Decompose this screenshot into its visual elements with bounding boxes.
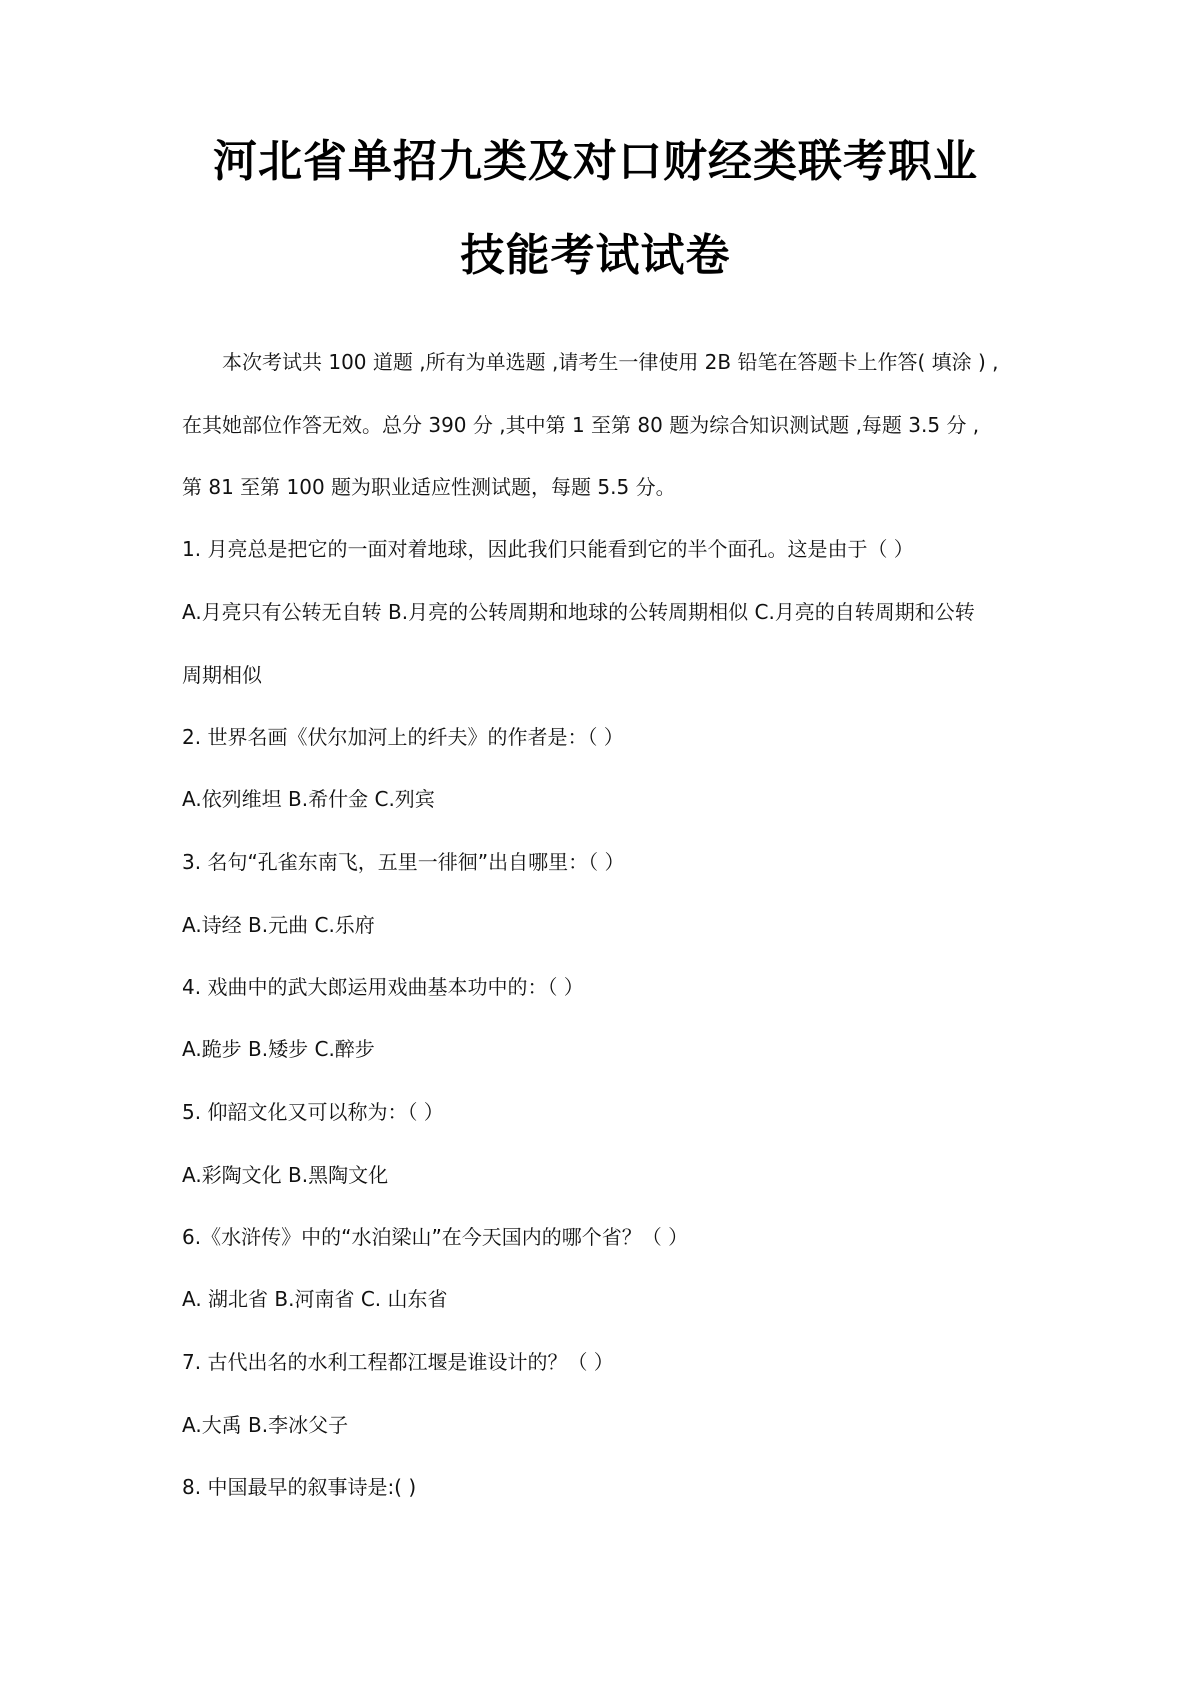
question-8-stem: 8. 中国最早的叙事诗是:( ) [182, 1475, 417, 1499]
question-1-options: A.月亮只有公转无自转 B.月亮的公转周期和地球的公转周期相似 C.月亮的自转周期和公转 [182, 600, 975, 624]
question-6-options: A. 湖北省 B.河南省 C. 山东省 [182, 1287, 448, 1311]
question-2-options: A.依列维坦 B.希什金 C.列宾 [182, 787, 435, 811]
intro-paragraph-line-3: 第 81 至第 100 题为职业适应性测试题，每题 5.5 分。 [182, 475, 676, 499]
question-1-options-continued: 周期相似 [182, 663, 262, 687]
question-2-stem: 2. 世界名画《伏尔加河上的纤夫》的作者是：（ ） [182, 725, 624, 749]
question-7-options: A.大禹 B.李冰父子 [182, 1413, 349, 1437]
question-3-stem: 3. 名句“孔雀东南飞，五里一徘徊”出自哪里：（ ） [182, 850, 625, 874]
question-3-options: A.诗经 B.元曲 C.乐府 [182, 913, 375, 937]
question-4-options: A.跪步 B.矮步 C.醉步 [182, 1037, 375, 1061]
intro-paragraph-line-2: 在其她部位作答无效。总分 390 分 ,其中第 1 至第 80 题为综合知识测试题 ,每题 3.5 分 , [182, 413, 980, 437]
document-title-line-1: 河北省单招九类及对口财经类联考职业 [213, 136, 978, 187]
intro-paragraph-line-1: 本次考试共 100 道题 ,所有为单选题 ,请考生一律使用 2B 铅笔在答题卡上作答( 填涂 ) , [222, 350, 999, 374]
question-7-stem: 7. 古代出名的水利工程都江堰是谁设计的？（ ） [182, 1350, 614, 1374]
question-6-stem: 6.《水浒传》中的“水泊梁山”在今天国内的哪个省？（ ） [182, 1225, 689, 1249]
question-5-stem: 5. 仰韶文化又可以称为：（ ） [182, 1100, 444, 1124]
question-1-stem: 1. 月亮总是把它的一面对着地球，因此我们只能看到它的半个面孔。这是由于（ ） [182, 537, 914, 561]
question-4-stem: 4. 戏曲中的武大郎运用戏曲基本功中的：（ ） [182, 975, 584, 999]
document-title-line-2: 技能考试试卷 [460, 230, 731, 281]
question-5-options: A.彩陶文化 B.黑陶文化 [182, 1163, 389, 1187]
